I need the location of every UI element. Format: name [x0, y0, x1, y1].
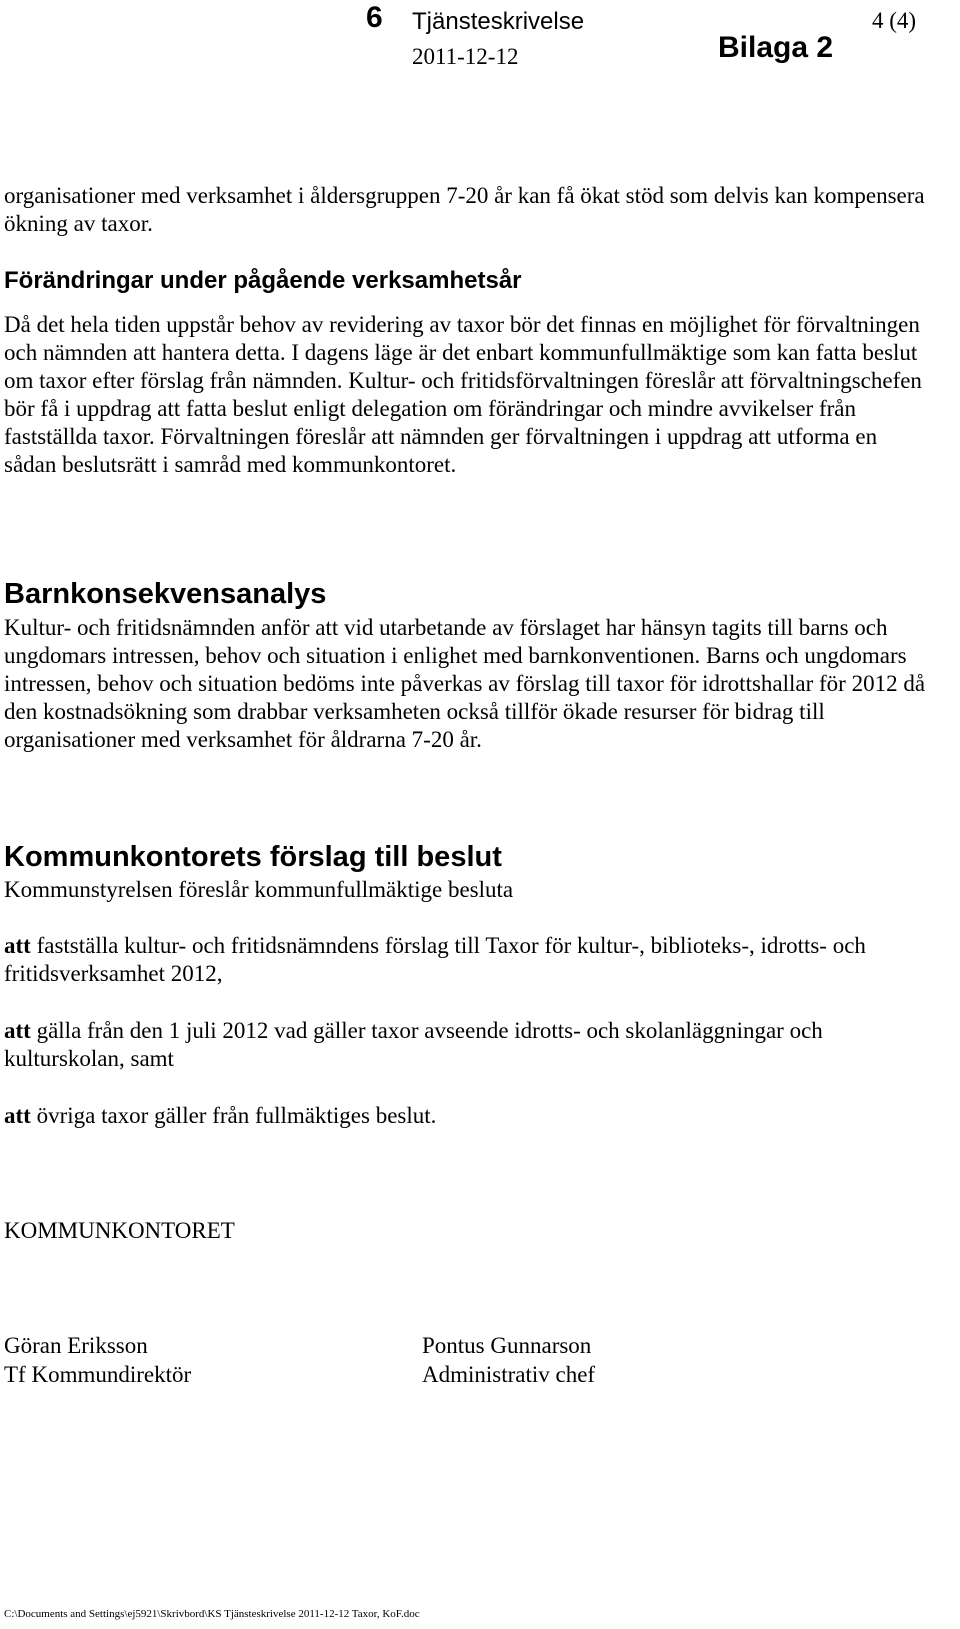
signer-name: Pontus Gunnarson: [422, 1333, 592, 1358]
attachment-label: Bilaga 2: [718, 31, 834, 64]
document-type: Tjänsteskrivelse: [412, 8, 585, 35]
proposal-heading: Kommunkontorets förslag till beslut: [4, 841, 502, 873]
proposal-item-text: fastställa kultur- och fritidsnämndens förslag till Taxor för kultur-, biblioteks-, idrotts- och fritidsverksamhet 2012,: [4, 933, 866, 986]
footer-file-path: C:\Documents and Settings\ej5921\Skrivbord\KS Tjänsteskrivelse 2011-12-12 Taxor, KoF.doc: [4, 1608, 420, 1620]
document-date: 2011-12-12: [412, 44, 519, 69]
intro-paragraph: organisationer med verksamhet i åldersgruppen 7-20 år kan få ökat stöd som delvis kan kompensera ökning av taxor.: [4, 183, 925, 236]
page-number: 6: [366, 1, 383, 34]
child-analysis-heading: Barnkonsekvensanalys: [4, 578, 327, 610]
proposal-item: [4, 932, 934, 988]
proposal-item-text: övriga taxor gäller från fullmäktiges beslut.: [30, 1103, 437, 1128]
changes-paragraph: Då det hela tiden uppstår behov av revidering av taxor bör det finnas en möjlighet för förvaltningen och nämnden att hantera detta. I dagens läge är det enbart kommunfullmäktige som kan fatta beslut om taxor efter förslag från nämnden. Kultur- och fritidsförvaltningen föreslår att förvaltningschefen bör få i uppdrag att fatta beslut enligt delegation om förändringar och mindre avvikelser från fastställda taxor. Förvaltningen föreslår att nämnden ger förvaltningen i uppdrag att utforma en sådan beslutsrätt i samråd med kommunkontoret.: [4, 312, 922, 477]
proposal-keyword: att: [4, 933, 31, 958]
proposal-item-text: gälla från den 1 juli 2012 vad gäller taxor avseende idrotts- och skolanläggningar och kulturskolan, samt: [4, 1018, 823, 1071]
proposal-item: [4, 1102, 934, 1130]
signer-name: Göran Eriksson: [4, 1333, 148, 1358]
child-analysis-paragraph: Kultur- och fritidsnämnden anför att vid utarbetande av förslaget har hänsyn tagits till barns och ungdomars intressen, behov och situation i enlighet med barnkonventionen. Barns och ungdomars intressen, behov och situation bedöms inte påverkas av förslag till taxor för idrottshallar för 2012 då den kostnadsökning som drabbar verksamheten också tillför ökade resurser för bidrag till organisationer med verksamhet för åldrarna 7-20 år.: [4, 615, 926, 752]
signer-title: Administrativ chef: [422, 1362, 596, 1387]
proposal-intro: Kommunstyrelsen föreslår kommunfullmäktige besluta: [4, 877, 514, 902]
proposal-item: [4, 1017, 934, 1073]
office-name: KOMMUNKONTORET: [4, 1218, 235, 1243]
proposal-keyword: att: [4, 1018, 31, 1043]
page-count: 4 (4): [872, 8, 917, 33]
proposal-keyword: att: [4, 1103, 31, 1128]
signer-title: Tf Kommundirektör: [4, 1362, 192, 1387]
changes-heading: Förändringar under pågående verksamhetsår: [4, 267, 522, 294]
